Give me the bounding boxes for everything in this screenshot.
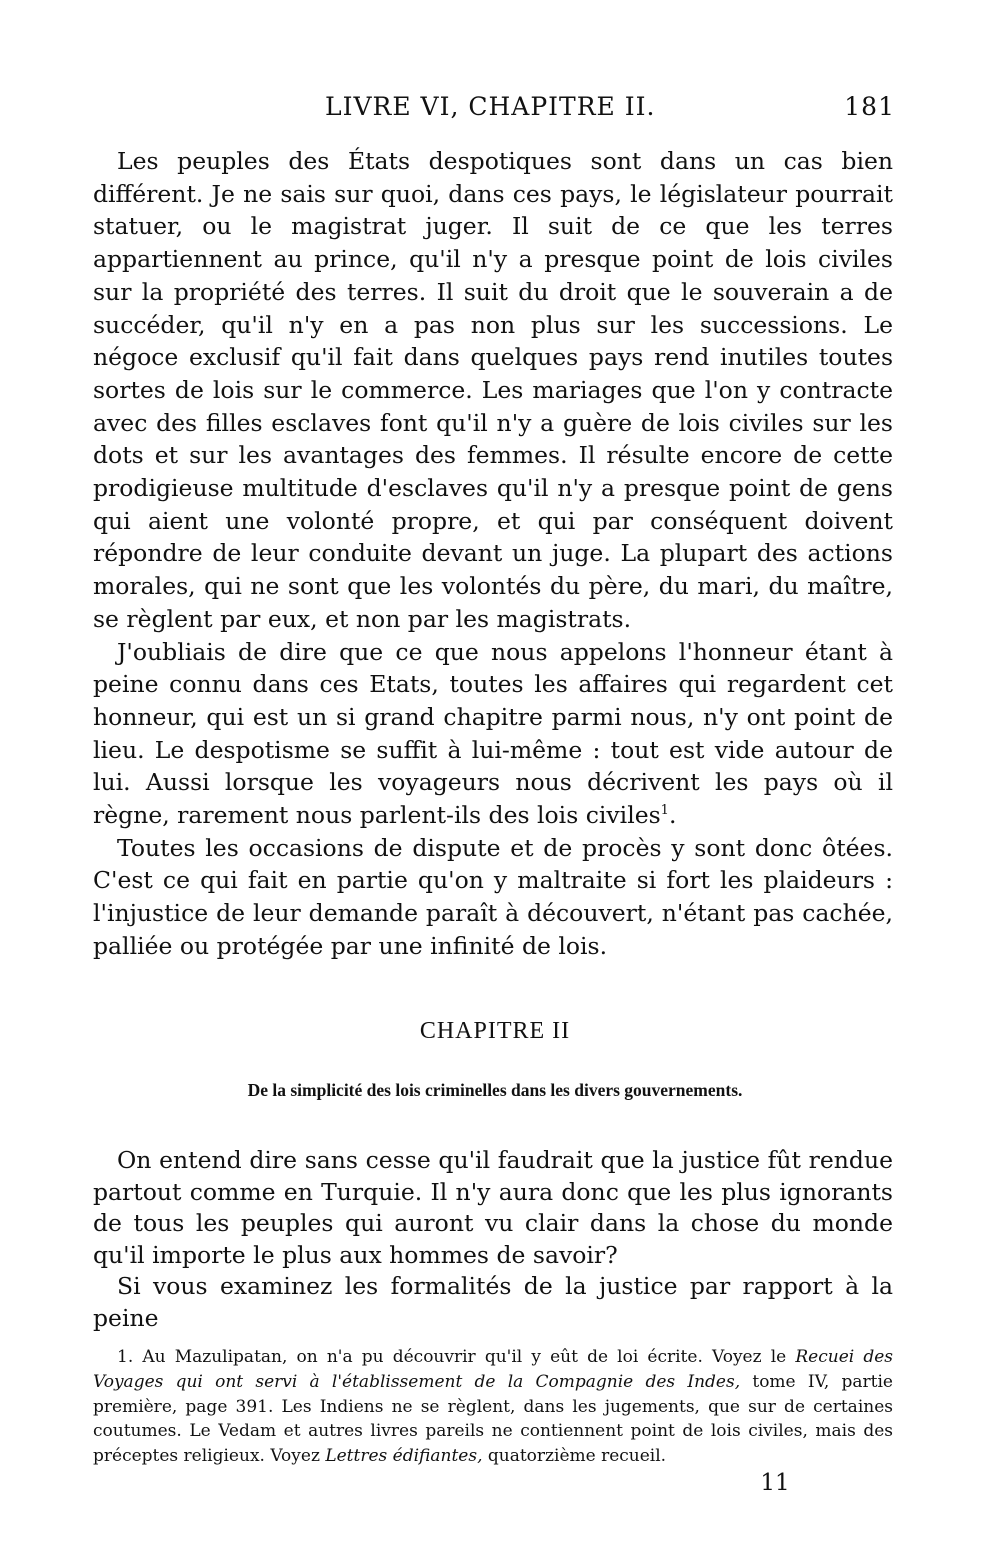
chapter-body-text	[93, 1145, 893, 1334]
page-number: 181	[844, 92, 895, 121]
footnote-italic-title: Lettres édifiantes,	[325, 1446, 483, 1467]
paragraph-text: J'oubliais de dire que ce que nous appelons l'honneur étant à peine connu dans ces Etats, toutes les affaires qui regardent cet honneur, qui est un si grand chapitre parmi nous, n'y ont point de lieu. Le despotisme se suffit à lui-même : tout est vide autour de lui. Aussi lorsque les voyageurs nous décrivent les pays où il règne, rarement nous parlent-ils des lois civiles	[93, 637, 893, 830]
body-text-section	[93, 145, 893, 963]
footnote-reference: 1	[660, 803, 669, 819]
footnote-part: 1. Au Mazulipatan, on n'a pu découvrir qu'il y eût de loi écrite. Voyez le	[117, 1347, 796, 1367]
footnote	[93, 1345, 893, 1469]
paragraph: Toutes les occasions de dispute et de procès y sont donc ôtées. C'est ce qui fait en partie qu'on y maltraite si fort les plaideurs : l'injustice de leur demande paraît à découvert, n'étant pas cachée, palliée ou protégée par une infinité de lois.	[93, 833, 893, 960]
paragraph-end: .	[668, 801, 677, 830]
footnote-italic-title: Recuei des Voyages qui ont servi à l'établissement de la Compagnie des Indes,	[93, 1347, 893, 1392]
signature-mark: 11	[760, 1470, 790, 1496]
paragraph: On entend dire sans cesse qu'il faudrait que la justice fût rendue partout comme en Turquie. Il n'y aura donc que les plus ignorants de tous les peuples qui auront vu clair dans la chose du monde qu'il importe le plus aux hommes de savoir?	[93, 1146, 893, 1269]
chapter-title: CHAPITRE II	[419, 1018, 571, 1044]
paragraph: Si vous examinez les formalités de la justice par rapport à la peine	[93, 1272, 893, 1332]
paragraph: Les peuples des États despotiques sont dans un cas bien différent. Je ne sais sur quoi, dans ces pays, le législateur pourrait statuer, ou le magistrat juger. Il suit de ce que les terres appartiennent au prince, qu'il n'y a presque point de lois civiles sur la propriété des terres. Il suit du droit que le souverain a de succéder, qu'il n'y en a pas non plus sur les successions. Le négoce exclusif qu'il fait dans quelques pays rend inutiles toutes sortes de lois sur le commerce. Les mariages que l'on y contracte avec des filles esclaves font qu'il n'y a guère de lois civiles sur les dots et sur les avantages des femmes. Il résulte encore de cette prodigieuse multitude d'esclaves qu'il n'y a presque point de gens qui aient une volonté propre, et qui par conséquent doivent répondre de leur conduite devant un juge. La plupart des actions morales, qui ne sont que les volontés du père, du mari, du maître, se règlent par eux, et non par les magistrats.	[93, 147, 893, 633]
footnote-text	[93, 1345, 893, 1469]
paragraph	[93, 636, 893, 832]
footnote-part: quatorzième recueil.	[482, 1446, 667, 1467]
chapter-subtitle: De la simplicité des lois criminelles dans les divers gouvernements.	[247, 1080, 743, 1100]
footnote-part: tome IV, partie première, page 391. Les Indiens ne se règlent, dans les jugements, que sur de certaines coutumes. Le Vedam et autres livres pareils ne contiennent point de lois civiles, mais des préceptes religieux. Voyez	[93, 1371, 893, 1467]
running-title: LIVRE VI, CHAPITRE II.	[325, 92, 656, 121]
running-head	[95, 92, 895, 126]
